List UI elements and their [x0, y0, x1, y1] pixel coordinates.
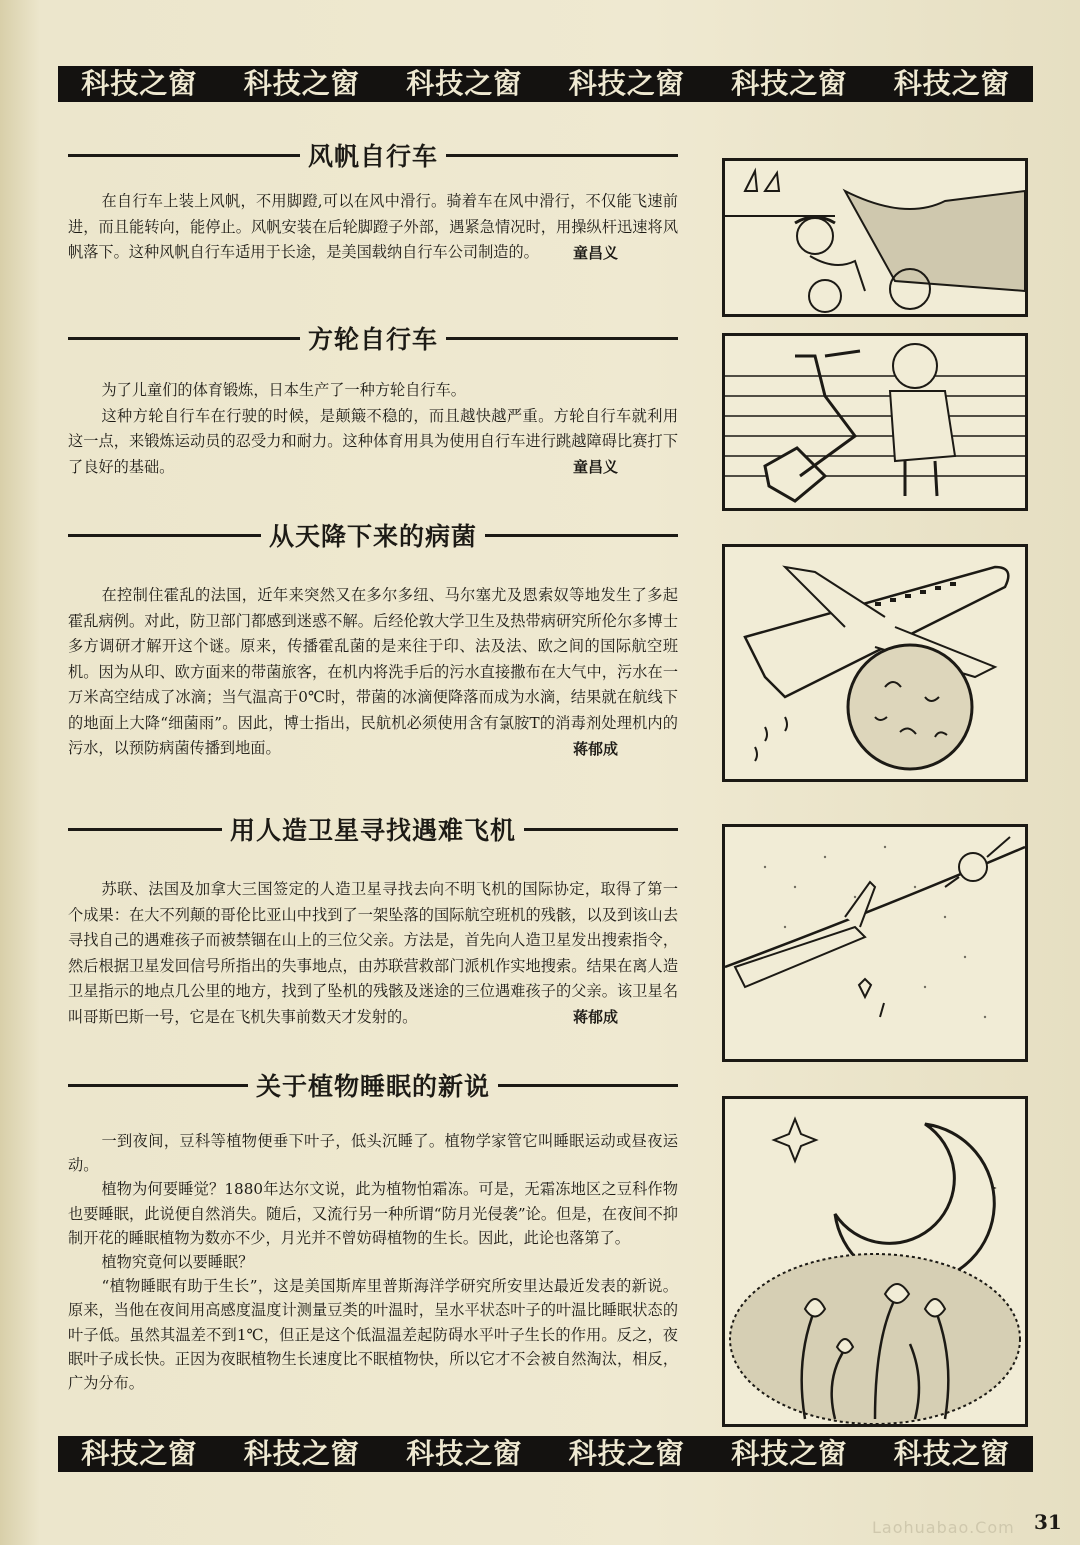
banner-label: 科技之窗	[406, 1437, 523, 1470]
article-body	[68, 583, 678, 762]
banner-label: 科技之窗	[568, 1437, 685, 1470]
article-author: 蒋郁成	[572, 739, 618, 758]
article-title: 方轮自行车	[308, 325, 439, 354]
article-heading	[68, 1065, 678, 1105]
article-title: 关于植物睡眠的新说	[256, 1072, 491, 1101]
article-title: 从天降下来的病菌	[269, 522, 478, 551]
satellite-search-drawing	[725, 827, 1025, 1059]
heading-rule-left	[68, 1084, 248, 1087]
article-satellite-search	[68, 809, 678, 1030]
article-title: 用人造卫星寻找遇难飞机	[230, 816, 517, 845]
article-germs-from-sky	[68, 515, 678, 762]
heading-rule-left	[68, 828, 222, 831]
article-plant-sleep	[68, 1065, 678, 1395]
article-heading	[68, 809, 678, 849]
article-title: 风帆自行车	[308, 142, 439, 171]
banner-label: 科技之窗	[893, 67, 1010, 100]
article-heading	[68, 318, 678, 358]
article-square-wheel-bicycle	[68, 318, 678, 480]
article-body	[68, 189, 678, 266]
banner-label: 科技之窗	[243, 67, 360, 100]
article-sail-bicycle	[68, 135, 678, 266]
banner-label: 科技之窗	[81, 1437, 198, 1470]
illustration-sail-bicycle	[722, 158, 1028, 317]
heading-rule-left	[68, 534, 261, 537]
article-paragraph: 一到夜间，豆科等植物便垂下叶子，低头沉睡了。植物学家管它叫睡眠运动或昼夜运动。	[68, 1132, 678, 1175]
banner-label: 科技之窗	[243, 1437, 360, 1470]
heading-rule-right	[498, 1084, 678, 1087]
sail-bicycle-drawing	[725, 161, 1025, 314]
article-paragraph: 在自行车上装上风帆，不用脚蹬,可以在风中滑行。骑着车在风中滑行，不仅能飞速前进，而且能转向，能停止。风帆安装在后轮脚蹬子外部，遇紧急情况时，用操纵杆迅速将风帆落下。这种风帆自行车适用于长途，是美国载纳自行车公司制造的。	[68, 192, 678, 261]
heading-rule-right	[524, 828, 678, 831]
article-author: 蒋郁成	[572, 1008, 618, 1026]
plant-sleep-drawing	[725, 1099, 1025, 1424]
illustration-square-wheel-bicycle	[722, 333, 1028, 511]
article-paragraph: 这种方轮自行车在行驶的时候，是颠簸不稳的，而且越快越严重。方轮自行车就利用这一点，来锻炼运动员的忍受力和耐力。这种体育用具为使用自行车进行跳越障碍比赛打下了良好的基础。	[68, 406, 678, 476]
column-banner-top	[58, 66, 1033, 102]
page-number: 31	[1034, 1510, 1062, 1534]
article-paragraph: 植物究竟何以要睡眠？	[101, 1253, 254, 1272]
heading-rule-left	[68, 154, 300, 157]
article-heading	[68, 135, 678, 175]
heading-rule-right	[446, 337, 678, 340]
banner-label: 科技之窗	[81, 67, 198, 100]
article-body	[68, 378, 678, 480]
article-paragraph: 植物为何要睡觉？1880年达尔文说，此为植物怕霜冻。可是，无霜冻地区之豆科作物也要睡眠，此说便自然消失。随后，又流行另一种所谓“防月光侵袭”论。但是，在夜间不抑制开花的睡眠植物为数亦不少，月光并不曾妨碍植物的生长。因此，此论也落第了。	[68, 1180, 678, 1247]
article-paragraph: 为了儿童们的体育锻炼，日本生产了一种方轮自行车。	[101, 381, 466, 399]
illustration-plant-sleep	[722, 1096, 1028, 1427]
article-author: 童昌义	[572, 458, 618, 476]
banner-label: 科技之窗	[406, 67, 523, 100]
article-author: 童昌义	[572, 243, 618, 262]
illustration-satellite-search	[722, 824, 1028, 1062]
banner-label: 科技之窗	[893, 1437, 1010, 1470]
banner-label: 科技之窗	[568, 67, 685, 100]
column-banner-bottom	[58, 1436, 1033, 1472]
banner-label: 科技之窗	[731, 1437, 848, 1470]
heading-rule-right	[485, 534, 678, 537]
article-heading	[68, 515, 678, 555]
article-body	[68, 877, 678, 1030]
article-body	[68, 1129, 678, 1395]
square-wheel-drawing	[725, 336, 1025, 508]
heading-rule-left	[68, 337, 300, 340]
illustration-airplane-germs	[722, 544, 1028, 782]
airplane-germs-drawing	[725, 547, 1025, 779]
banner-label: 科技之窗	[731, 67, 848, 100]
article-paragraph: “植物睡眠有助于生长”，这是美国斯库里普斯海洋学研究所安里达最近发表的新说。原来，当他在夜间用高感度温度计测量豆类的叶温时，呈水平状态叶子的叶温比睡眠状态的叶子低。虽然其温差不到1℃，但正是这个低温温差起防碍水平叶子生长的作用。反之，夜眠叶子成长快。正因为夜眠植物生长速度比不眠植物快，所以它才不会被自然淘汰，相反，广为分布。	[68, 1277, 678, 1393]
heading-rule-right	[446, 154, 678, 157]
article-paragraph: 在控制住霍乱的法国，近年来突然又在多尔多纽、马尔塞尤及恩索奴等地发生了多起霍乱病例。对此，防卫部门都感到迷惑不解。后经伦敦大学卫生及热带病研究所伦尔多博士多方调研才解开这个谜。原来，传播霍乱菌的是来往于印、法及法、欧之间的国际航空班机。因为从印、欧方面来的带菌旅客，在机内将洗手后的污水直接撒布在大气中，污水在一万米高空结成了冰滴；当气温高于0℃时，带菌的冰滴便降落而成为水滴，结果就在航线下的地面上大降“细菌雨”。因此，博士指出，民航机必须使用含有氯胺T的消毒剂处理机内的污水，以预防病菌传播到地面。	[68, 586, 678, 757]
watermark: Laohuabao.Com	[872, 1518, 1015, 1537]
article-paragraph: 苏联、法国及加拿大三国签定的人造卫星寻找去向不明飞机的国际协定，取得了第一个成果：在大不列颠的哥伦比亚山中找到了一架坠落的国际航空班机的残骸，以及到该山去寻找自己的遇难孩子而被禁锢在山上的三位父亲。方法是，首先向人造卫星发出搜索指令，然后根据卫星发回信号所指出的失事地点，由苏联营救部门派机作实地搜索。结果在离人造卫星指示的地点几公里的地方，找到了坠机的残骸及迷途的三位遇难孩子的父亲。该卫星名叫哥斯巴斯一号，它是在飞机失事前数天才发射的。	[68, 880, 678, 1026]
